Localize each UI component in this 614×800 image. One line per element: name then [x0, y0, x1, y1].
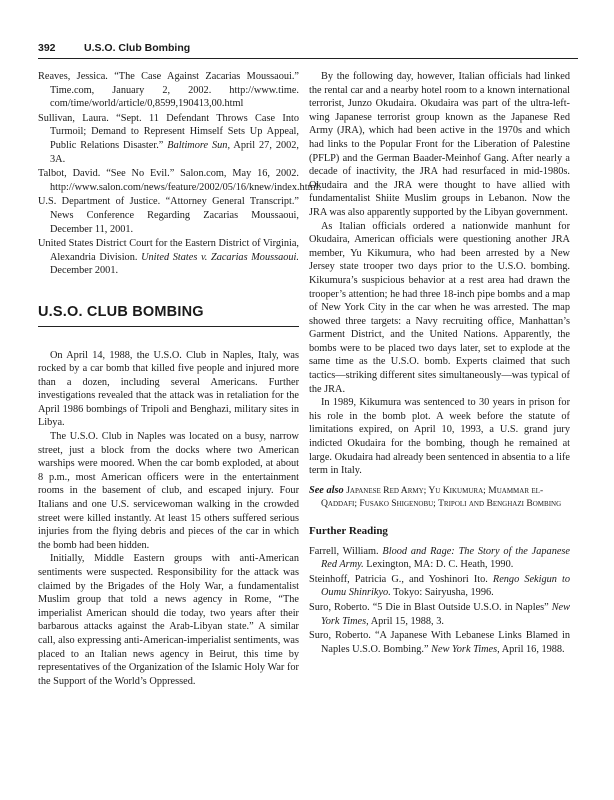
prior-references — [38, 70, 322, 278]
running-title: U.S.O. Club Bombing — [84, 42, 191, 54]
reference-item: Sullivan, Laura. “Sept. 11 Defendant Throws Case Into Turmoil; Demand to Represent Himself Sets Up Appeal, Public Relations Disaster.” Baltimore Sun, April 27, 2002, 3A. — [38, 112, 299, 165]
reference-item: U.S. Department of Justice. “Attorney General Transcript.” News Conference Regarding Zacarias Moussaoui, December 11, 2001. — [38, 196, 299, 235]
see-also-links[interactable]: Japanese Red Army; Yu Kikumura; Muammar el-Qaddafi; Fusako Shigenobu; Tripoli and Benghazi Bombing — [321, 484, 562, 510]
body-paragraph: The U.S.O. Club in Naples was located on a busy, narrow street, just a block from the docks where two American warships were moored. When the car bomb exploded, at about 8 p.m., most American officers were in the entertainment rooms in the basement of club, and escaped injury. Four Italians and one U.S. servicewoman walking in the crowded street were killed instantly. At least 15 others suffered serious injuries from the flying debris and pieces of the car in which the bomb had been hidden. — [38, 431, 299, 551]
reading-item: Suro, Roberto. “5 Die in Blast Outside U.S.O. in Naples” New York Times, April 15, 1988, 3. — [309, 601, 570, 627]
reading-item: Farrell, William. Blood and Rage: The Story of the Japanese Red Army. Lexington, MA: D. C. Heath, 1990. — [309, 545, 570, 571]
right-column — [309, 70, 570, 657]
reference-item: United States District Court for the Eastern District of Virginia, Alexandria Division. United States v. Zacarias Moussaoui. December 2001. — [38, 238, 299, 277]
see-also-label: See also — [309, 484, 344, 496]
header-rule — [38, 58, 578, 59]
further-reading-title: Further Reading — [309, 525, 388, 537]
body-paragraph: By the following day, however, Italian officials had linked the rental car and a nearby hotel room to a known international terrorist, Junzo Okudaira. Okudaira was part of the ultra-left-wing Japanese terrorist group known as the Japanese Red Army (JRA), which had been active in the 1970s and which had links to the Popular Front for the Liberation of Palestine (PFLP) and the German Baader-Meinhof Gang. After nearly a decade of inactivity, the JRA had resurfaced in mid-1980s. Okudaira and the JRA were thought to have allied with fundamentalist Shiite Muslim groups in Lebanon. Now the JRA was also apparently supported by the Libyan government. — [309, 71, 570, 218]
body-paragraph: Initially, Middle Eastern groups with anti-American sentiments were suspected. Responsibility for the attack was claimed by the Brigades of the Holy War, a fundamentalist Muslim group that told a news agency in Rome, “The imperialist American should die today, two years after their barbarous attacks against the Arab-Libyan state.” A similar call, also expressing anti-American-imperialist sentiments, was placed to an Italian news agency in Beirut, this time by representatives of the Organization of the Islamic Holy War for the Support of the World’s Oppressed. — [38, 553, 299, 687]
page-number: 392 — [38, 42, 56, 54]
body-paragraph: In 1989, Kikumura was sentenced to 30 years in prison for his role in the bomb plot. A week before the statute of limitations expired, on April 10, 1993, a U.S. grand jury indicted Okudaira for the bombing, though he remained at large. Okudaira had already been sentenced in absentia to a life term in Italy. — [309, 397, 570, 477]
body-paragraph: On April 14, 1988, the U.S.O. Club in Naples, Italy, was rocked by a car bomb that killed five people and injured more than a dozen, including several Americans. Further investigations revealed that the attack was in retaliation for the April 1986 bombings of Tripoli and Benghazi, military sites in Libya. — [38, 349, 299, 429]
left-column — [38, 70, 322, 688]
running-header — [38, 41, 578, 61]
reading-item: Steinhoff, Patricia G., and Yoshinori Ito. Rengo Sekigun to Oumu Shinrikyo. Tokyo: Sairyusha, 1996. — [309, 573, 571, 599]
see-also — [309, 484, 570, 511]
reading-item: Suro, Roberto. “A Japanese With Lebanese Links Blamed in Naples U.S.O. Bombing.” New York Times, April 16, 1988. — [309, 630, 570, 655]
section-title: U.S.O. CLUB BOMBING — [38, 306, 299, 327]
reference-item: Talbot, David. “See No Evil.” Salon.com, May 16, 2002. http://www.salon.com/news/feature/2002/05/16/knew/index.html. — [38, 168, 322, 193]
body-paragraph: As Italian officials ordered a nationwide manhunt for Okudaira, American officials were questioning another JRA member, Yu Kikumura, who had been arrested by a New Jersey state trooper two days prior to the U.S.O. bombing. Kikumura’s suspicious behavior at a rest area had drawn the trooper’s attention; he had three 18-inch pipe bombs and a map of New York City in the car when he was arrested. The map showed three targets: a Navy recruiting office, Manhattan’s Garment District, and the United Nations. Apparently, the bombs were to be placed two days later, set to explode at the same time as the U.S.O. bomb. Experts claimed that such tactics—striking different sites simultaneously—was typical of the JRA. — [309, 220, 570, 395]
further-reading-list — [309, 545, 570, 657]
reference-item: Reaves, Jessica. “The Case Against Zacarias Moussaoui.” Time.com, January 2, 2002. http://www.time. com/time/world/article/0,8599,190413,00.html — [38, 71, 299, 110]
